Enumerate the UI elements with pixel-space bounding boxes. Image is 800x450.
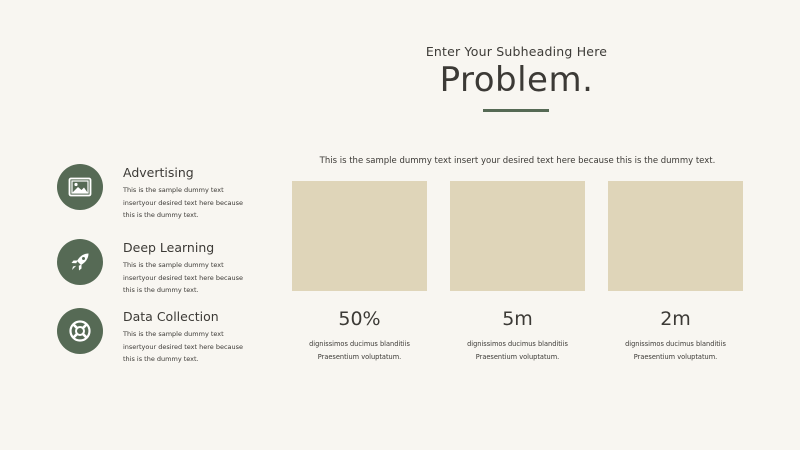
- intro-text: This is the sample dummy text insert your desired text here because this is the dummy text.: [319, 156, 716, 166]
- stat-description-line: dignissimos ducimus blanditiis: [467, 340, 568, 348]
- feature-text: This is the sample dummy text insertyour desired text here because this is the dummy text.: [123, 330, 244, 363]
- stat-description-line: dignissimos ducimus blanditiis: [309, 340, 410, 348]
- feature-deep-learning: [57, 239, 257, 299]
- stat-card: [292, 181, 427, 363]
- card-image-placeholder: [292, 181, 427, 291]
- stat-card: [450, 181, 585, 363]
- feature-title: Data Collection: [123, 309, 219, 324]
- image-icon: [68, 175, 92, 199]
- stat-description-line: Praesentium voluptatum.: [633, 352, 718, 361]
- stat-description: [450, 338, 585, 363]
- feature-icon-circle: [57, 239, 103, 285]
- stat-value: 50%: [338, 308, 381, 330]
- feature-text: This is the sample dummy text insertyour desired text here because this is the dummy text.: [123, 261, 244, 294]
- stat-value: 2m: [660, 308, 691, 330]
- stat-description-line: Praesentium voluptatum.: [475, 352, 560, 361]
- card-image-placeholder: [450, 181, 585, 291]
- feature-title: Advertising: [123, 165, 194, 180]
- stat-description-line: dignissimos ducimus blanditiis: [625, 340, 726, 348]
- stat-description-line: Praesentium voluptatum.: [317, 352, 402, 361]
- title-underline: [483, 109, 549, 112]
- feature-icon-circle: [57, 308, 103, 354]
- stat-card: [608, 181, 743, 363]
- feature-advertising: [57, 164, 257, 224]
- subheading: Enter Your Subheading Here: [425, 44, 608, 59]
- stat-description: [292, 338, 427, 363]
- stat-description: [608, 338, 743, 363]
- stat-value: 5m: [502, 308, 533, 330]
- rocket-icon: [68, 250, 92, 274]
- feature-title: Deep Learning: [123, 240, 215, 255]
- feature-icon-circle: [57, 164, 103, 210]
- card-image-placeholder: [608, 181, 743, 291]
- lifebuoy-icon: [68, 319, 92, 343]
- feature-text: This is the sample dummy text insertyour desired text here because this is the dummy text.: [123, 186, 244, 219]
- page-title: Problem.: [439, 60, 594, 100]
- feature-data-collection: [57, 308, 257, 368]
